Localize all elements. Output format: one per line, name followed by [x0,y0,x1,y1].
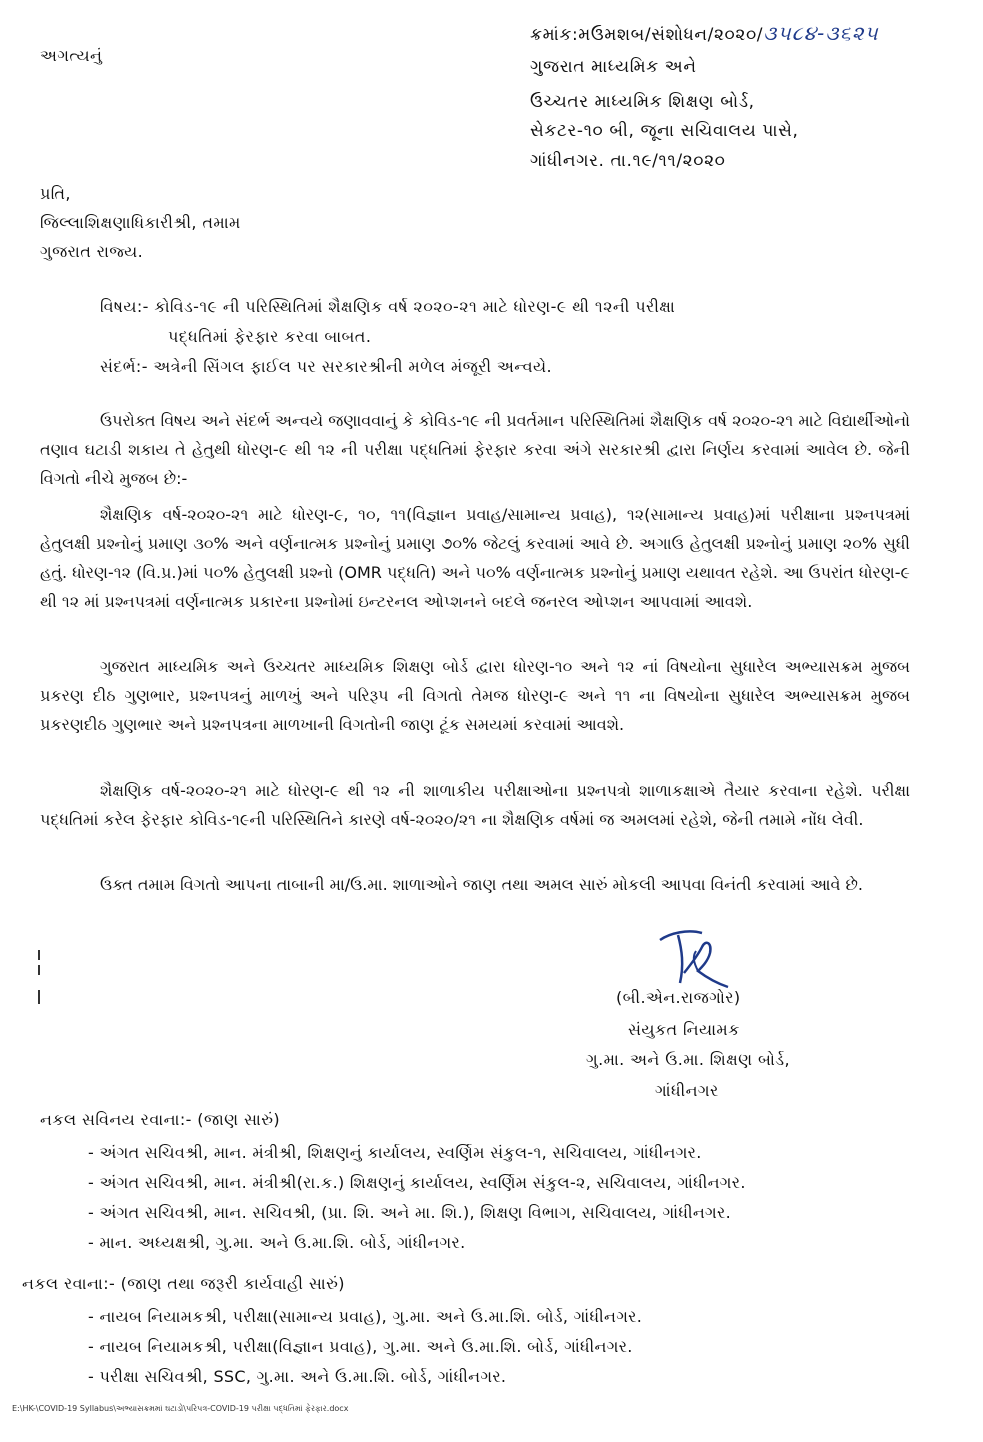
body-paragraph-5: ઉક્ત તમામ વિગતો આપના તાબાની મા/ઉ.મા. શાળાઓને જાણ તથા અમલ સારું મોકલી આપવા વિનંતી કરવામાં આવે છે. [100,875,863,894]
list-item: - પરીક્ષા સચિવશ્રી, SSC, ગુ.મા. અને ઉ.મા.શિ. બોર્ડ, ગાંધીનગર. [88,1367,507,1386]
recipient-line-2: ગુજરાત રાજ્ય. [40,242,144,261]
city-date: ગાંધીનગર. તા.૧૯/૧૧/૨૦૨૦ [530,151,726,171]
signatory-name: (બી.એન.રાજગોર) [616,988,741,1007]
list-item: - નાયબ નિયામકશ્રી, પરીક્ષા(વિજ્ઞાન પ્રવાહ), ગુ.મા. અને ઉ.મા.શિ. બોર્ડ, ગાંધીનગર. [88,1337,633,1356]
copy-request-heading: નકલ સવિનય રવાના:- (જાણ સારું) [40,1110,281,1129]
urgent-label: અગત્યનું [40,46,103,65]
margin-mark [38,950,40,960]
handwritten-reference: ૩૫૮૪-૩૬૨૫ [763,21,879,45]
body-paragraph-2: શૈક્ષણિક વર્ષ-૨૦૨૦-૨૧ માટે ધોરણ-૯, ૧૦, ૧૧(વિજ્ઞાન પ્રવાહ/સામાન્ય પ્રવાહ), ૧૨(સામાન્ય પ્રવાહ)માં પરીક્ષાના પ્રશ્નપત્રમાં હેતુલક્ષી પ્રશ્નોનું પ્રમાણ ૩૦% અને વર્ણનાત્મક પ્રશ્નોનું પ્રમાણ ૭૦% જેટલું કરવામાં આવે છે. અગાઉ હેતુલક્ષી પ્રશ્નોનું પ્રમાણ ૨૦% સુધી હતું. ધોરણ-૧૨ (વિ.પ્ર.)માં ૫૦% હેતુલક્ષી પ્રશ્નો (OMR પદ્ધતિ) અને ૫૦% વર્ણનાત્મક પ્રશ્નોનું પ્રમાણ યથાવત રહેશે. આ ઉપરાંત ધોરણ-૯ થી ૧૨ માં પ્રશ્નપત્રમાં વર્ણનાત્મક પ્રકારના પ્રશ્નોમાં ઇન્ટરનલ ઓપ્શનને બદલે જનરલ ઓપ્શન આપવામાં આવશે. [40,505,910,611]
margin-mark [38,965,40,975]
org-address: સેકટર-૧૦ બી, જૂના સચિવાલય પાસે, [530,121,799,141]
list-item: - માન. અધ્યક્ષશ્રી, ગુ.મા. અને ઉ.મા.શિ. બોર્ડ, ગાંધીનગર. [88,1233,466,1252]
signatory-designation: સંયુકત નિયામક [628,1020,740,1039]
recipient-prati: પ્રતિ, [40,184,71,203]
footer-file-path: E:\HK-\COVID-19 Syllabus\અભ્યાસક્રમમાં ઘટાડો\પરિપત્ર-COVID-19 પરીક્ષા પદ્ધતિમાં ફેરફાર.docx [12,1404,349,1413]
signature-image [640,925,750,995]
copy-request-list [88,1138,746,1258]
body-paragraph-3: ગુજરાત માધ્યમિક અને ઉચ્ચતર માધ્યમિક શિક્ષણ બોર્ડ દ્વારા ધોરણ-૧૦ અને ૧૨ નાં વિષયોના સુધારેલ અભ્યાસક્રમ મુજબ પ્રકરણ દીઠ ગુણભાર, પ્રશ્નપત્રનું માળખું અને પરિરૂપ ની વિગતો તેમજ ધોરણ-૯ અને ૧૧ ના વિષયોના સુધારેલ અભ્યાસક્રમ મુજબ પ્રકરણદીઠ ગુણભાર અને પ્રશ્નપત્રના માળખાની વિગતોની જાણ ટૂંક સમયમાં કરવામાં આવશે. [40,657,910,734]
signatory-board: ગુ.મા. અને ઉ.મા. શિક્ષણ બોર્ડ, [586,1050,790,1069]
subject-line-2: પદ્ધતિમાં ફેરફાર કરવા બાબત. [168,327,372,346]
reference-prefix: ક્રમાંક:મઉમશબ/સંશોધન/૨૦૨૦/ [530,25,764,45]
list-item: - અંગત સચિવશ્રી, માન. મંત્રીશ્રી, શિક્ષણનું કાર્યાલય, સ્વર્ણિમ સંકુલ-૧, સચિવાલય, ગાંધીનગર. [88,1143,702,1162]
list-item: - અંગત સચિવશ્રી, માન. મંત્રીશ્રી(રા.ક.) શિક્ષણનું કાર્યાલય, સ્વર્ણિમ સંકુલ-૨, સચિવાલય, ગાંધીનગર. [88,1173,746,1192]
signatory-city: ગાંધીનગર [655,1081,719,1100]
body-paragraph-1: ઉપરોક્ત વિષય અને સંદર્ભ અન્વયે જણાવવાનું કે કોવિડ-૧૯ ની પ્રવર્તમાન પરિસ્થિતિમાં શૈક્ષણિક વર્ષ ૨૦૨૦-૨૧ માટે વિદ્યાર્થીઓનો તણાવ ઘટાડી શકાય તે હેતુથી ધોરણ-૯ થી ૧૨ ની પરીક્ષા પદ્ધતિમાં ફેરફાર કરવા અંગે સરકારશ્રી દ્વારા નિર્ણય કરવામાં આવેલ છે. જેની વિગતો નીચે મુજબ છે:- [40,411,910,488]
subject-reference: સંદર્ભ:- અત્રેની સિંગલ ફાઈલ પર સરકારશ્રીની મળેલ મંજૂરી અન્વયે. [100,357,553,376]
list-item: - અંગત સચિવશ્રી, માન. સચિવશ્રી, (પ્રા. શિ. અને મા. શિ.), શિક્ષણ વિભાગ, સચિવાલય, ગાંધીનગર. [88,1203,731,1222]
org-line-2: ઉચ્ચતર માધ્યમિક શિક્ષણ બોર્ડ, [530,92,755,112]
margin-mark [38,990,40,1004]
copy-action-heading: નકલ રવાના:- (જાણ તથા જરૂરી કાર્યવાહી સારું) [22,1274,345,1293]
body-paragraph-4: શૈક્ષણિક વર્ષ-૨૦૨૦-૨૧ માટે ધોરણ-૯ થી ૧૨ ની શાળાકીય પરીક્ષાઓના પ્રશ્નપત્રો શાળાકક્ષાએ તૈયાર કરવાના રહેશે. પરીક્ષા પદ્ધતિમાં કરેલ ફેરફાર કોવિડ-૧૯ની પરિસ્થિતિને કારણે વર્ષ-૨૦૨૦/૨૧ ના શૈક્ષણિક વર્ષમાં જ અમલમાં રહેશે, જેની તમામે નોંધ લેવી. [40,781,910,829]
reference-number [530,21,879,45]
copy-action-list [88,1302,642,1392]
list-item: - નાયબ નિયામકશ્રી, પરીક્ષા(સામાન્ય પ્રવાહ), ગુ.મા. અને ઉ.મા.શિ. બોર્ડ, ગાંધીનગર. [88,1307,643,1326]
recipient-line-1: જિલ્લાશિક્ષણાધિકારીશ્રી, તમામ [40,213,241,232]
subject-line-1: વિષય:- કોવિડ-૧૯ ની પરિસ્થિતિમાં શૈક્ષણિક વર્ષ ૨૦૨૦-૨૧ માટે ધોરણ-૯ થી ૧૨ની પરીક્ષા [100,297,676,316]
org-line-1: ગુજરાત માધ્યમિક અને [530,57,697,77]
